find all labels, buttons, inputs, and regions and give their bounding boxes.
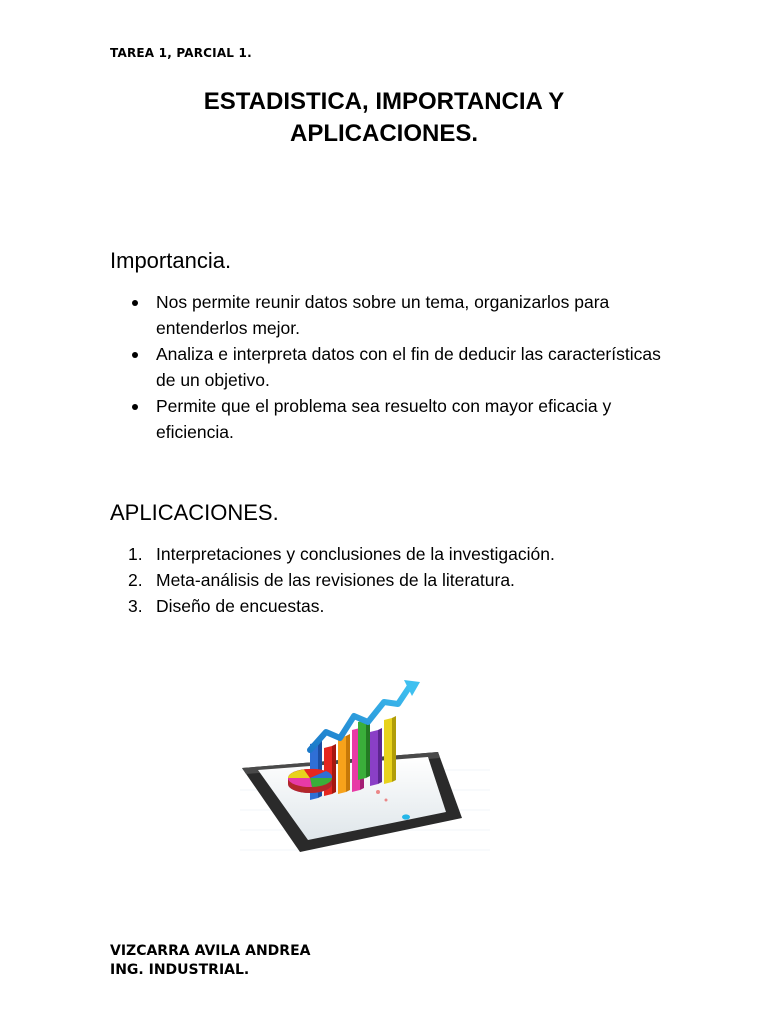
author-career: ING. INDUSTRIAL. [110, 962, 250, 978]
list-item-number: 3. [128, 596, 143, 616]
list-item-text: Permite que el problema sea resuelto con mayor eficacia y eficiencia. [156, 396, 612, 442]
page-title [100, 86, 668, 150]
list-item-text: Diseño de encuestas. [156, 596, 325, 616]
aplicaciones-heading: APLICACIONES. [110, 500, 279, 525]
pie-chart [288, 769, 332, 793]
page-title-line-1: ESTADISTICA, IMPORTANCIA Y [203, 88, 565, 115]
author-name: VIZCARRA AVILA ANDREA [110, 943, 311, 959]
list-item [110, 289, 670, 341]
bullet-icon [132, 404, 138, 410]
list-item-text: Nos permite reunir datos sobre un tema, organizarlos para entenderlos mejor. [156, 292, 610, 338]
importancia-heading: Importancia. [110, 248, 232, 273]
bullet-icon [132, 300, 138, 306]
page-title-line-2: APLICACIONES. [289, 120, 478, 147]
list-item-text: Meta-análisis de las revisiones de la literatura. [156, 570, 515, 590]
list-item [110, 593, 670, 619]
list-item-text: Interpretaciones y conclusiones de la investigación. [156, 544, 555, 564]
bullet-icon [132, 352, 138, 358]
assignment-label: TAREA 1, PARCIAL 1. [110, 46, 252, 60]
list-item [110, 541, 670, 567]
list-item-number: 1. [128, 544, 143, 564]
list-item [110, 567, 670, 593]
list-item [110, 393, 670, 445]
author-footer [110, 942, 310, 980]
tablet-with-bar-chart-icon [200, 660, 500, 870]
importancia-list [110, 289, 670, 445]
list-item-text: Analiza e interpreta datos con el fin de deducir las características de un objetivo. [156, 344, 661, 390]
list-item [110, 341, 670, 393]
list-item-number: 2. [128, 570, 143, 590]
aplicaciones-list [110, 541, 670, 619]
